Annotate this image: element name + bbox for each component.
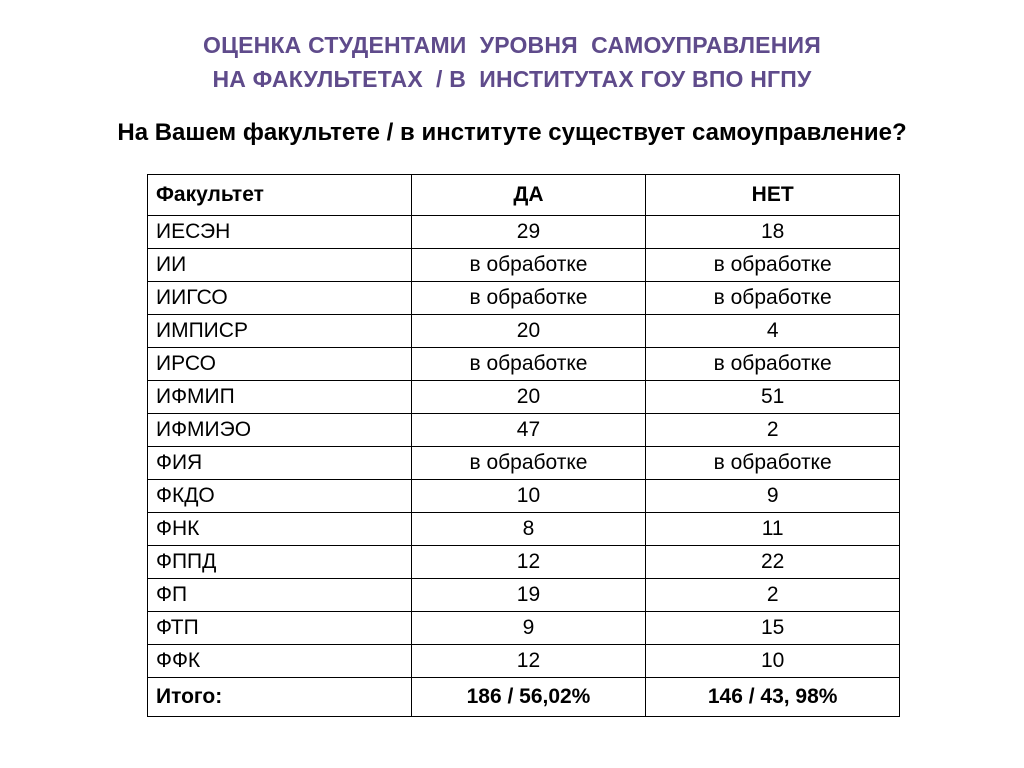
faculty-cell: ФП xyxy=(148,579,412,612)
no-cell: 2 xyxy=(646,414,900,447)
table-row xyxy=(148,381,900,414)
results-table xyxy=(147,174,900,717)
faculty-cell: ИФМИП xyxy=(148,381,412,414)
faculty-cell: ФИЯ xyxy=(148,447,412,480)
faculty-cell: ФКДО xyxy=(148,480,412,513)
survey-question: На Вашем факультете / в институте существует самоуправление? xyxy=(117,119,907,146)
header-faculty: Факультет xyxy=(148,175,412,216)
table-row xyxy=(148,249,900,282)
faculty-cell: ИИ xyxy=(148,249,412,282)
table-row xyxy=(148,579,900,612)
table-row xyxy=(148,480,900,513)
yes-cell: 29 xyxy=(411,216,646,249)
yes-cell: в обработке xyxy=(411,348,646,381)
table-row xyxy=(148,216,900,249)
yes-cell: 12 xyxy=(411,645,646,678)
faculty-cell: ФППД xyxy=(148,546,412,579)
faculty-cell: ИРСО xyxy=(148,348,412,381)
no-cell: 10 xyxy=(646,645,900,678)
no-cell: 51 xyxy=(646,381,900,414)
table-row xyxy=(148,315,900,348)
total-label: Итого: xyxy=(148,678,412,717)
no-cell: 22 xyxy=(646,546,900,579)
title-line-2: НА ФАКУЛЬТЕТАХ / В ИНСТИТУТАХ ГОУ ВПО НГПУ xyxy=(212,66,812,92)
table-row xyxy=(148,546,900,579)
faculty-cell: ИФМИЭО xyxy=(148,414,412,447)
yes-cell: 8 xyxy=(411,513,646,546)
header-yes: ДА xyxy=(411,175,646,216)
faculty-cell: ИИГСО xyxy=(148,282,412,315)
yes-cell: в обработке xyxy=(411,249,646,282)
no-cell: в обработке xyxy=(646,348,900,381)
table-row xyxy=(148,447,900,480)
total-row xyxy=(148,678,900,717)
table-row xyxy=(148,282,900,315)
no-cell: 2 xyxy=(646,579,900,612)
yes-cell: 12 xyxy=(411,546,646,579)
yes-cell: 9 xyxy=(411,612,646,645)
table-row xyxy=(148,513,900,546)
yes-cell: 20 xyxy=(411,315,646,348)
no-cell: 4 xyxy=(646,315,900,348)
yes-cell: 47 xyxy=(411,414,646,447)
title-line-1: ОЦЕНКА СТУДЕНТАМИ УРОВНЯ САМОУПРАВЛЕНИЯ xyxy=(203,32,821,58)
no-cell: 9 xyxy=(646,480,900,513)
no-cell: в обработке xyxy=(646,282,900,315)
header-no: НЕТ xyxy=(646,175,900,216)
faculty-cell: ИЕСЭН xyxy=(148,216,412,249)
no-cell: в обработке xyxy=(646,447,900,480)
yes-cell: в обработке xyxy=(411,447,646,480)
table-row xyxy=(148,645,900,678)
no-cell: в обработке xyxy=(646,249,900,282)
table-header-row xyxy=(148,175,900,216)
yes-cell: 19 xyxy=(411,579,646,612)
total-no: 146 / 43, 98% xyxy=(646,678,900,717)
total-yes: 186 / 56,02% xyxy=(411,678,646,717)
faculty-cell: ФФК xyxy=(148,645,412,678)
table-row xyxy=(148,414,900,447)
slide-title xyxy=(0,28,1024,96)
faculty-cell: ФНК xyxy=(148,513,412,546)
yes-cell: 20 xyxy=(411,381,646,414)
no-cell: 18 xyxy=(646,216,900,249)
faculty-cell: ИМПИСР xyxy=(148,315,412,348)
faculty-cell: ФТП xyxy=(148,612,412,645)
no-cell: 11 xyxy=(646,513,900,546)
table-row xyxy=(148,612,900,645)
yes-cell: 10 xyxy=(411,480,646,513)
yes-cell: в обработке xyxy=(411,282,646,315)
table-row xyxy=(148,348,900,381)
no-cell: 15 xyxy=(646,612,900,645)
